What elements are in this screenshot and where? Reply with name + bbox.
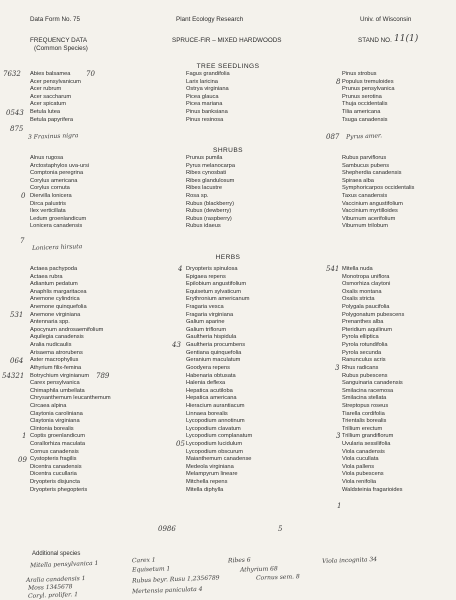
species: Aquilegia canadensis <box>30 334 84 341</box>
species: Fagus grandifolia <box>186 71 230 77</box>
handwritten-additional: Moss 1345678 <box>27 583 73 592</box>
herbs-col-2 <box>186 266 252 494</box>
species: Acer rubrum <box>30 86 62 93</box>
handwritten-tally: 54321 <box>2 372 25 380</box>
species: Lycopodium annotinum <box>186 418 245 425</box>
species: Epigaea repens <box>186 273 226 280</box>
handwritten-tally: 3 <box>336 432 341 440</box>
species: Dicentra cucullaria <box>30 471 77 478</box>
shrubs-col-1 <box>30 155 89 239</box>
handwritten-tally: 1 <box>22 432 27 440</box>
handwritten-additional: Athyrium 68 <box>239 565 278 574</box>
species: Trillium grandiflorum <box>342 433 394 440</box>
species: Viola pubescens <box>342 471 384 478</box>
species: Taxus canadensis <box>342 193 388 200</box>
species: Gentiana quinquefolia <box>186 349 242 356</box>
species: Hieracium aurantiacum <box>186 402 245 409</box>
species: Aralia nudicaulis <box>30 342 72 349</box>
species: Trillium erectum <box>342 425 383 432</box>
species: Pinus strobus <box>342 71 377 77</box>
species: Rosa sp. <box>186 193 209 200</box>
form-number: Data Form No. 75 <box>30 16 81 23</box>
handwritten-additional: Ribes 6 <box>227 556 251 565</box>
frequency-subtitle: (Common Species) <box>34 45 88 52</box>
organization: Plant Ecology Research <box>176 16 244 23</box>
handwritten-tally: 7 <box>20 237 25 245</box>
species: Claytonia virginiana <box>30 418 80 425</box>
species: Chimaphila umbellata <box>30 387 85 394</box>
species: Apocynum androsaemifolium <box>30 326 104 333</box>
handwritten-tally: 0986 <box>158 525 176 533</box>
species: Actaea rubra <box>30 273 63 280</box>
handwritten-note: Lonicera hirsuta <box>31 243 83 252</box>
species: Melampyrum lineare <box>186 471 238 478</box>
community-title: SPRUCE-FIR – MIXED HARDWOODS <box>172 37 282 44</box>
species: Pteridium aquilinum <box>342 326 392 333</box>
handwritten-tally: 064 <box>10 357 24 365</box>
species: Pinus resinosa <box>186 116 224 123</box>
species: Halenia deflexa <box>186 380 226 387</box>
university: Univ. of Wisconsin <box>360 16 412 23</box>
species: Viola pallens <box>342 463 375 470</box>
species: Rubus pubescens <box>342 372 388 379</box>
species: Shepherdia canadensis <box>342 170 402 177</box>
tree-col-1 <box>30 71 81 132</box>
species: Geranium maculatum <box>186 357 241 364</box>
species: Polygala paucifolia <box>342 304 390 311</box>
species: Fragaria virginiana <box>186 311 234 318</box>
species: Ledum groenlandicum <box>30 215 87 222</box>
handwritten-additional: Coryl. prolifer. 1 <box>27 591 79 600</box>
species: Ilex verticillata <box>30 208 66 215</box>
species: Betula papyrifera <box>30 116 73 123</box>
species: Erythronium americanum <box>186 296 250 303</box>
handwritten-note: Pyrus amer. <box>345 132 383 141</box>
frequency-title: FREQUENCY DATA <box>30 37 88 44</box>
species: Coptis groenlandicum <box>30 433 86 440</box>
species: Acer spicatum <box>30 101 67 108</box>
handwritten-tally: 4 <box>178 265 183 273</box>
species: Acer saccharum <box>30 93 72 100</box>
herbs-col-1 <box>30 266 111 494</box>
species: Prunus serotina <box>342 93 382 100</box>
species <box>342 124 394 132</box>
species: Anaphlis margaritacea <box>30 288 87 295</box>
species: Polygonatum pubescens <box>342 311 405 318</box>
species: Rubus (blackberry) <box>186 200 235 207</box>
species: Actaea pachypoda <box>30 266 78 272</box>
species: Acer pensylvanicum <box>30 78 81 85</box>
species: Arctostaphylos uva-ursi <box>30 162 90 169</box>
species: Anemone quinquefolia <box>30 304 87 311</box>
species: Mitchella repens <box>186 479 228 486</box>
stand-label: STAND NO. <box>358 37 392 44</box>
species: Ribes cynosbati <box>186 170 227 177</box>
species: Ribes lacustre <box>186 185 223 192</box>
shrubs-title: SHRUBS <box>213 147 243 154</box>
species: Ostrya virginiana <box>186 86 229 93</box>
species: Comptonia peregrina <box>30 170 84 177</box>
handwritten-tally: 70 <box>86 70 95 78</box>
species: Viburnum acerifolium <box>342 215 396 222</box>
handwritten-tally: 875 <box>10 125 24 133</box>
species: Galium aparine <box>186 319 225 326</box>
species: Rubus parviflorus <box>342 155 387 161</box>
species: Athyrium filix-femina <box>30 364 82 371</box>
species: Trientalis borealis <box>342 418 387 425</box>
species: Anemone cylindrica <box>30 296 80 303</box>
handwritten-additional: Cornus sem. 8 <box>255 573 300 582</box>
species: Viburnum trilobum <box>342 223 389 230</box>
tree-seedlings-title: TREE SEEDLINGS <box>196 63 260 70</box>
species: Hepatica acutiloba <box>186 387 233 394</box>
species: Rubus idaeus <box>186 223 221 230</box>
species: Equisetum sylvaticum <box>186 288 241 295</box>
species: Vaccinium myrtilloides <box>342 208 398 215</box>
species: Dryopteris disjuncta <box>30 479 80 486</box>
species: Dicentra canadensis <box>30 463 82 470</box>
species: Galium triflorum <box>186 326 227 333</box>
handwritten-additional: Viola incognita 34 <box>321 556 378 565</box>
species: Spiraea alba <box>342 177 374 184</box>
species: Picea mariana <box>186 101 223 108</box>
species: Corylus americana <box>30 177 78 184</box>
handwritten-tally: 43 <box>172 341 181 349</box>
species: Habenaria obtusata <box>186 372 236 379</box>
species: Osmorhiza claytoni <box>342 281 391 288</box>
handwritten-tally: 541 <box>326 265 340 273</box>
species: Linnaea borealis <box>186 410 228 417</box>
species: Pyrus melanocarpa <box>186 162 235 169</box>
species: Ribes glandulosum <box>186 177 235 184</box>
species: Lycopodium clavatum <box>186 425 241 432</box>
handwritten-note: 3 Fraxinus nigra <box>27 132 79 141</box>
species: Lycopodium lucidulum <box>186 441 243 448</box>
species: Anemone virginiana <box>30 311 81 318</box>
handwritten-additional: Mertensia paniculata 4 <box>131 585 203 596</box>
shrubs-col-3 <box>342 155 414 239</box>
species: Picea glauca <box>186 93 219 100</box>
species <box>186 124 230 132</box>
herbs-title: HERBS <box>215 254 241 261</box>
herbs-col-3 <box>342 266 404 494</box>
species: Maianthemum canadense <box>186 456 252 463</box>
species: Streptopus roseus <box>342 402 389 409</box>
species: Clintonia borealis <box>30 425 74 432</box>
species: Medeola virginiana <box>186 463 234 470</box>
species: Gaultheria procumbens <box>186 342 246 349</box>
handwritten-tally: 789 <box>96 372 110 380</box>
species: Smilacina stellata <box>342 395 387 402</box>
species: Populus tremuloides <box>342 78 394 85</box>
species: Mitella nuda <box>342 266 373 272</box>
handwritten-tally: 05 <box>176 440 185 448</box>
species: Prunus pensylvanica <box>342 86 395 93</box>
species: Pyrola secunda <box>342 349 382 356</box>
species: Pinus banksiana <box>186 109 228 116</box>
species: Sambucus pubens <box>342 162 390 169</box>
species: Lonicera canadensis <box>30 223 83 230</box>
species: Rubus (raspberry) <box>186 215 232 222</box>
handwritten-tally: 8 <box>336 78 341 86</box>
species <box>30 124 81 132</box>
species: Vaccinium angustifolium <box>342 200 403 207</box>
handwritten-tally: 087 <box>326 133 340 141</box>
species: Corylus cornuta <box>30 185 70 192</box>
handwritten-tally: 1 <box>337 502 342 510</box>
handwritten-tally: 7632 <box>3 70 21 78</box>
species: Larix laricina <box>186 78 218 85</box>
species: Adiantum pedatum <box>30 281 78 288</box>
handwritten-tally: 5 <box>278 525 283 533</box>
handwritten-additional: Rubus beyr. Rusu 1,2356789 <box>131 574 220 585</box>
handwritten-tally: 0 <box>21 192 26 200</box>
species: Pyrola elliptica <box>342 334 379 341</box>
species: Symphoricarpos occidentalis <box>342 185 415 192</box>
species: Aster macrophyllus <box>30 357 79 364</box>
species: Dirca palustris <box>30 200 67 207</box>
species: Tilia americana <box>342 109 381 116</box>
handwritten-tally: 0543 <box>6 109 24 117</box>
handwritten-additional: Aralia canadensis 1 <box>25 574 86 585</box>
species: Diervilla lonicera <box>30 193 72 200</box>
species: Alnus rugosa <box>30 155 64 161</box>
species: Carex pensylvanica <box>30 380 80 387</box>
species: Prunus pumila <box>186 155 223 161</box>
species: Circaea alpina <box>30 402 67 409</box>
species: Corallorhiza maculata <box>30 441 86 448</box>
species: Monotropa uniflora <box>342 273 390 280</box>
species: Betula lutea <box>30 109 61 116</box>
species: Antennaria spp. <box>30 319 70 326</box>
species: Pyrola rotundifolia <box>342 342 388 349</box>
handwritten-tally: 3 <box>335 364 340 372</box>
species: Prenanthes alba <box>342 319 384 326</box>
species: Hepatica americana <box>186 395 237 402</box>
species: Dryopteris phegopteris <box>30 486 88 493</box>
tree-col-3 <box>342 71 394 132</box>
species: Mitella diphylla <box>186 486 224 493</box>
species: Goodyera repens <box>186 364 230 371</box>
species: Fragaria vesca <box>186 304 224 311</box>
tree-col-2 <box>186 71 230 132</box>
handwritten-additional: Carex 1 <box>131 556 156 565</box>
species <box>186 231 235 239</box>
species: Dryopteris spinulosa <box>186 266 238 272</box>
species <box>342 231 414 239</box>
species: Abies balsamea <box>30 71 71 77</box>
additional-species-title: Additional species <box>32 551 81 557</box>
species: Epilobium angustifolium <box>186 281 247 288</box>
species: Tsuga canadensis <box>342 116 388 123</box>
species: Smilacina racemosa <box>342 387 394 394</box>
species: Botrychium virginianum <box>30 372 90 379</box>
species: Viola renifolia <box>342 479 377 486</box>
species: Gaultheria hispidula <box>186 334 237 341</box>
species: Cystopteris fragilis <box>30 456 77 463</box>
species: Arisaema atrorubens <box>30 349 83 356</box>
species: Cornus canadensis <box>30 448 79 455</box>
species: Rubus (dewberry) <box>186 208 232 215</box>
species: Thuja occidentalis <box>342 101 388 108</box>
handwritten-additional: Mitella pensylvanica 1 <box>29 559 99 570</box>
species <box>30 231 89 239</box>
handwritten-tally: 09 <box>18 456 27 464</box>
species: Waldsteinia fragarioides <box>342 486 403 493</box>
species: Oxalis stricta <box>342 296 375 303</box>
shrubs-col-2 <box>186 155 235 239</box>
species: Chrysanthemum leucanthemum <box>30 395 111 402</box>
species: Viola cucullata <box>342 456 379 463</box>
species: Viola canadensis <box>342 448 385 455</box>
species: Oxalis montana <box>342 288 382 295</box>
species: Ranunculus acris <box>342 357 386 364</box>
species: Uvularia sessilifolia <box>342 441 391 448</box>
species: Lycopodium obscurum <box>186 448 244 455</box>
species: Sanguinaria canadensis <box>342 380 403 387</box>
species: Lycopodium complanatum <box>186 433 253 440</box>
handwritten-tally: 531 <box>10 311 24 319</box>
species: Rhus radicans <box>342 364 379 371</box>
species: Tiarella cordifolia <box>342 410 385 417</box>
handwritten-additional: Equisetum 1 <box>131 565 171 574</box>
species: Claytonia caroliniana <box>30 410 83 417</box>
stand-number-handwritten: 11(1) <box>394 34 419 44</box>
